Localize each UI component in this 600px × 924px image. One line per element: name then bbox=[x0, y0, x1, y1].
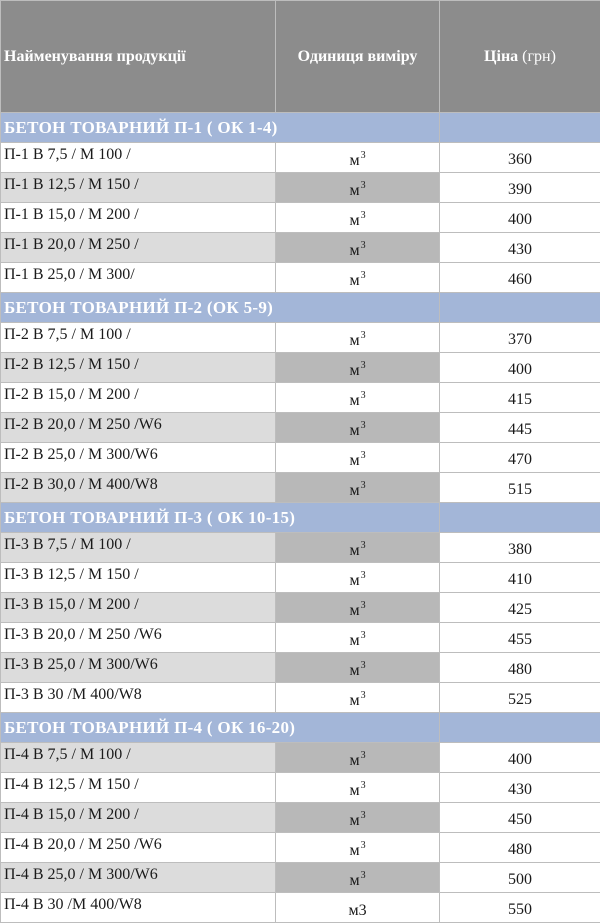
unit-power: 3 bbox=[360, 480, 366, 491]
table-row bbox=[1, 353, 600, 383]
table-row bbox=[1, 863, 600, 893]
table-row bbox=[1, 653, 600, 683]
product-name: П-3 В 20,0 / М 250 /W6 bbox=[1, 623, 276, 653]
unit-power: 3 bbox=[360, 270, 366, 281]
unit-power: 3 bbox=[360, 660, 366, 671]
price-cell: 430 bbox=[440, 773, 600, 803]
unit-power: 3 bbox=[360, 630, 366, 641]
price-cell: 400 bbox=[440, 203, 600, 233]
unit-base: м bbox=[349, 242, 360, 259]
unit-base: м bbox=[349, 362, 360, 379]
price-cell: 425 bbox=[440, 593, 600, 623]
unit-power: 3 bbox=[360, 870, 366, 881]
header-price-label: Ціна bbox=[484, 47, 519, 65]
price-cell: 400 bbox=[440, 743, 600, 773]
table-row bbox=[1, 773, 600, 803]
unit-cell bbox=[276, 623, 440, 653]
table-row bbox=[1, 173, 600, 203]
unit-cell bbox=[276, 893, 440, 923]
unit-power: 3 bbox=[360, 780, 366, 791]
section-empty-cell bbox=[440, 113, 600, 143]
unit-power: 3 bbox=[360, 420, 366, 431]
header-price bbox=[440, 1, 600, 113]
section-empty-cell bbox=[440, 713, 600, 743]
table-row bbox=[1, 593, 600, 623]
price-cell: 450 bbox=[440, 803, 600, 833]
unit-plain: м3 bbox=[348, 902, 367, 919]
table-row bbox=[1, 263, 600, 293]
unit-power: 3 bbox=[360, 810, 366, 821]
product-name: П-1 В 20,0 / М 250 / bbox=[1, 233, 276, 263]
unit-base: м bbox=[349, 662, 360, 679]
product-name: П-2 В 30,0 / М 400/W8 bbox=[1, 473, 276, 503]
product-name: П-2 В 12,5 / М 150 / bbox=[1, 353, 276, 383]
unit-base: м bbox=[349, 602, 360, 619]
unit-base: м bbox=[349, 542, 360, 559]
price-cell: 380 bbox=[440, 533, 600, 563]
table-row bbox=[1, 743, 600, 773]
unit-power: 3 bbox=[360, 690, 366, 701]
header-unit: Одиниця виміру bbox=[276, 1, 440, 113]
unit-cell bbox=[276, 383, 440, 413]
table-row bbox=[1, 623, 600, 653]
price-cell: 445 bbox=[440, 413, 600, 443]
unit-cell bbox=[276, 263, 440, 293]
section-empty-cell bbox=[440, 293, 600, 323]
table-header bbox=[1, 1, 600, 113]
unit-cell bbox=[276, 593, 440, 623]
product-name: П-4 В 30 /М 400/W8 bbox=[1, 893, 276, 923]
table-row bbox=[1, 443, 600, 473]
unit-base: м bbox=[349, 452, 360, 469]
section-row bbox=[1, 503, 600, 533]
price-cell: 410 bbox=[440, 563, 600, 593]
section-title: БЕТОН ТОВАРНИЙ П-4 ( ОК 16-20) bbox=[1, 713, 440, 743]
unit-cell bbox=[276, 683, 440, 713]
unit-cell bbox=[276, 803, 440, 833]
unit-base: м bbox=[349, 752, 360, 769]
price-cell: 480 bbox=[440, 653, 600, 683]
unit-cell bbox=[276, 863, 440, 893]
table-row bbox=[1, 323, 600, 353]
unit-base: м bbox=[349, 272, 360, 289]
unit-power: 3 bbox=[360, 150, 366, 161]
table-row bbox=[1, 143, 600, 173]
table-row bbox=[1, 533, 600, 563]
price-cell: 415 bbox=[440, 383, 600, 413]
unit-cell bbox=[276, 413, 440, 443]
product-name: П-2 В 25,0 / М 300/W6 bbox=[1, 443, 276, 473]
section-row bbox=[1, 293, 600, 323]
price-cell: 515 bbox=[440, 473, 600, 503]
table-row bbox=[1, 563, 600, 593]
unit-power: 3 bbox=[360, 540, 366, 551]
table-row bbox=[1, 413, 600, 443]
table-row bbox=[1, 803, 600, 833]
header-price-currency: (грн) bbox=[522, 47, 556, 65]
unit-base: м bbox=[349, 632, 360, 649]
product-name: П-4 В 7,5 / М 100 / bbox=[1, 743, 276, 773]
unit-cell bbox=[276, 533, 440, 563]
table-row bbox=[1, 203, 600, 233]
unit-power: 3 bbox=[360, 840, 366, 851]
unit-cell bbox=[276, 143, 440, 173]
price-cell: 460 bbox=[440, 263, 600, 293]
unit-cell bbox=[276, 323, 440, 353]
price-cell: 500 bbox=[440, 863, 600, 893]
product-name: П-2 В 15,0 / М 200 / bbox=[1, 383, 276, 413]
unit-power: 3 bbox=[360, 360, 366, 371]
price-cell: 390 bbox=[440, 173, 600, 203]
unit-cell bbox=[276, 353, 440, 383]
price-cell: 455 bbox=[440, 623, 600, 653]
product-name: П-1 В 15,0 / М 200 / bbox=[1, 203, 276, 233]
unit-base: м bbox=[349, 392, 360, 409]
unit-base: м bbox=[349, 842, 360, 859]
section-title: БЕТОН ТОВАРНИЙ П-2 (ОК 5-9) bbox=[1, 293, 440, 323]
header-product-name: Найменування продукції bbox=[1, 1, 276, 113]
unit-power: 3 bbox=[360, 450, 366, 461]
unit-base: м bbox=[349, 872, 360, 889]
product-name: П-4 В 12,5 / М 150 / bbox=[1, 773, 276, 803]
table-row bbox=[1, 893, 600, 923]
unit-cell bbox=[276, 443, 440, 473]
product-name: П-1 В 7,5 / М 100 / bbox=[1, 143, 276, 173]
unit-base: м bbox=[349, 572, 360, 589]
unit-power: 3 bbox=[360, 240, 366, 251]
section-title: БЕТОН ТОВАРНИЙ П-1 ( ОК 1-4) bbox=[1, 113, 440, 143]
unit-base: м bbox=[349, 692, 360, 709]
unit-power: 3 bbox=[360, 600, 366, 611]
unit-cell bbox=[276, 833, 440, 863]
unit-power: 3 bbox=[360, 330, 366, 341]
price-cell: 430 bbox=[440, 233, 600, 263]
product-name: П-1 В 25,0 / М 300/ bbox=[1, 263, 276, 293]
section-row bbox=[1, 113, 600, 143]
table-row bbox=[1, 383, 600, 413]
product-name: П-4 В 20,0 / М 250 /W6 bbox=[1, 833, 276, 863]
table-row bbox=[1, 473, 600, 503]
price-cell: 525 bbox=[440, 683, 600, 713]
table-row bbox=[1, 833, 600, 863]
table-row bbox=[1, 233, 600, 263]
product-name: П-3 В 25,0 / М 300/W6 bbox=[1, 653, 276, 683]
unit-base: м bbox=[349, 212, 360, 229]
unit-power: 3 bbox=[360, 390, 366, 401]
price-cell: 550 bbox=[440, 893, 600, 923]
section-empty-cell bbox=[440, 503, 600, 533]
unit-cell bbox=[276, 653, 440, 683]
unit-base: м bbox=[349, 482, 360, 499]
price-cell: 360 bbox=[440, 143, 600, 173]
price-cell: 480 bbox=[440, 833, 600, 863]
unit-cell bbox=[276, 203, 440, 233]
unit-base: м bbox=[349, 332, 360, 349]
product-name: П-3 В 15,0 / М 200 / bbox=[1, 593, 276, 623]
unit-base: м bbox=[349, 152, 360, 169]
unit-cell bbox=[276, 773, 440, 803]
product-name: П-4 В 15,0 / М 200 / bbox=[1, 803, 276, 833]
unit-power: 3 bbox=[360, 750, 366, 761]
unit-cell bbox=[276, 233, 440, 263]
product-name: П-3 В 12,5 / М 150 / bbox=[1, 563, 276, 593]
section-title: БЕТОН ТОВАРНИЙ П-3 ( ОК 10-15) bbox=[1, 503, 440, 533]
unit-power: 3 bbox=[360, 180, 366, 191]
unit-cell bbox=[276, 563, 440, 593]
product-name: П-1 В 12,5 / М 150 / bbox=[1, 173, 276, 203]
product-name: П-4 В 25,0 / М 300/W6 bbox=[1, 863, 276, 893]
unit-cell bbox=[276, 743, 440, 773]
unit-base: м bbox=[349, 782, 360, 799]
unit-power: 3 bbox=[360, 570, 366, 581]
unit-cell bbox=[276, 473, 440, 503]
section-row bbox=[1, 713, 600, 743]
unit-base: м bbox=[349, 812, 360, 829]
product-name: П-3 В 7,5 / М 100 / bbox=[1, 533, 276, 563]
unit-cell bbox=[276, 173, 440, 203]
product-name: П-2 В 7,5 / М 100 / bbox=[1, 323, 276, 353]
price-cell: 400 bbox=[440, 353, 600, 383]
unit-base: м bbox=[349, 182, 360, 199]
product-name: П-3 В 30 /М 400/W8 bbox=[1, 683, 276, 713]
unit-power: 3 bbox=[360, 210, 366, 221]
unit-base: м bbox=[349, 422, 360, 439]
price-cell: 370 bbox=[440, 323, 600, 353]
price-cell: 470 bbox=[440, 443, 600, 473]
table-row bbox=[1, 683, 600, 713]
table-body bbox=[1, 113, 600, 923]
product-name: П-2 В 20,0 / М 250 /W6 bbox=[1, 413, 276, 443]
